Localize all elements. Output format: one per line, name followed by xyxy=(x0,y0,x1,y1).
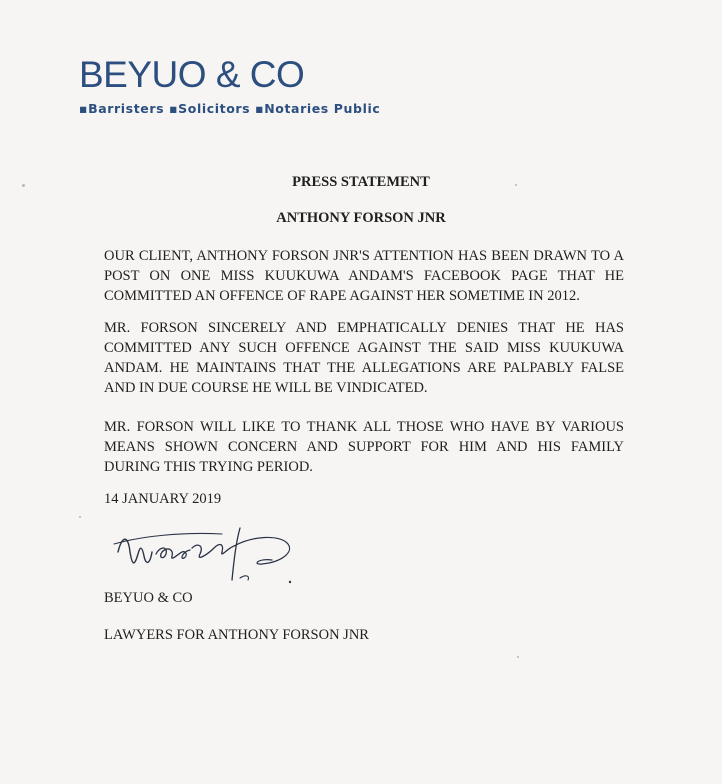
firm-name: BEYUO & CO xyxy=(79,54,305,95)
paper-speck xyxy=(517,656,519,658)
statement-paragraph-3: MR. FORSON WILL LIKE TO THANK ALL THOSE WHO HAVE BY VARIOUS MEANS SHOWN CONCERN AND SUPPORT FOR HIM AND HIS FAMILY DURING THIS TRYING PERIOD. xyxy=(104,419,624,475)
signatory-role: LAWYERS FOR ANTHONY FORSON JNR xyxy=(104,627,369,643)
statement-date: 14 JANUARY 2019 xyxy=(104,491,222,507)
firm-tagline: ▪Barristers ▪Solicitors ▪Notaries Public xyxy=(79,101,381,116)
statement-title: PRESS STATEMENT xyxy=(292,174,430,190)
statement-paragraph-1: OUR CLIENT, ANTHONY FORSON JNR'S ATTENTION HAS BEEN DRAWN TO A POST ON ONE MISS KUUKUWA ANDAM'S FACEBOOK PAGE THAT HE COMMITTED AN OFFENCE OF RAPE AGAINST HER SOMETIME IN 2012. xyxy=(104,248,624,304)
statement-paragraph-2: MR. FORSON SINCERELY AND EMPHATICALLY DENIES THAT HE HAS COMMITTED ANY SUCH OFFENCE AGAINST THE SAID MISS KUUKUWA ANDAM. HE MAINTAINS THAT THE ALLEGATIONS ARE PALPABLY FALSE AND IN DUE COURSE HE WILL BE VINDICATED. xyxy=(104,320,624,396)
signatory-name: BEYUO & CO xyxy=(104,590,193,606)
letterhead xyxy=(79,56,380,116)
statement-subject: ANTHONY FORSON JNR xyxy=(276,210,446,226)
handwritten-signature xyxy=(112,524,302,594)
paper-speck xyxy=(79,516,81,518)
